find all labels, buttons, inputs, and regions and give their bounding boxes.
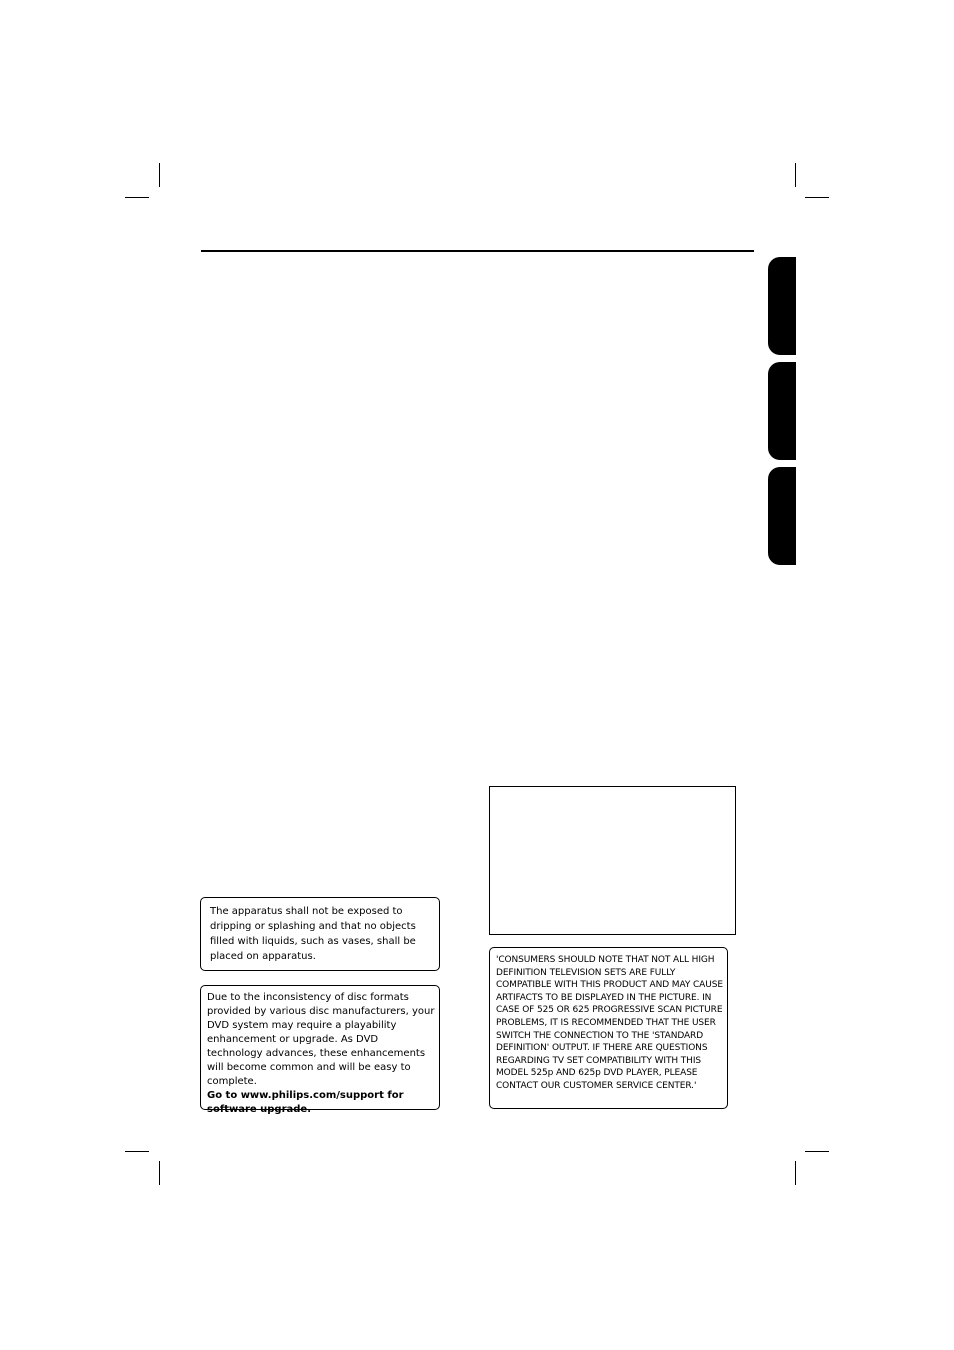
crop-mark-bottom-left-vertical xyxy=(159,1161,160,1185)
side-tab-1 xyxy=(768,257,796,355)
crop-mark-top-right-vertical xyxy=(795,163,796,187)
side-tab-3 xyxy=(768,467,796,565)
crop-mark-bottom-left-horizontal xyxy=(125,1151,149,1152)
crop-mark-bottom-right-horizontal xyxy=(805,1151,829,1152)
crop-mark-top-left-vertical xyxy=(159,163,160,187)
hdtv-notice-text: 'CONSUMERS SHOULD NOTE THAT NOT ALL HIGH DEFINITION TELEVISION SETS ARE FULLY COMPATIBLE WITH THIS PRODUCT AND MAY CAUSE ARTIFACTS TO BE DISPLAYED IN THE PICTURE. IN CASE OF 525 OR 625 PROGRESSIVE SCAN PICTURE PROBLEMS, IT IS RECOMMENDED THAT THE USER SWITCH THE CONNECTION TO THE 'STANDARD DEFINITION' OUTPUT. IF THERE ARE QUESTIONS REGARDING TV SET COMPATIBILITY WITH THIS MODEL 525p AND 625p DVD PLAYER, PLEASE CONTACT OUR CUSTOMER SERVICE CENTER.' xyxy=(496,955,723,1091)
upgrade-notice-box xyxy=(200,985,440,1115)
crop-mark-top-left-horizontal xyxy=(125,197,149,198)
upgrade-notice-link-text: Go to www.philips.com/support for software upgrade. xyxy=(207,1090,404,1115)
dripping-notice-text: The apparatus shall not be exposed to dripping or splashing and that no objects filled with liquids, such as vases, shall be placed on apparatus. xyxy=(210,906,416,962)
header-rule xyxy=(201,250,754,252)
crop-mark-bottom-right-vertical xyxy=(795,1161,796,1185)
blank-frame-box xyxy=(489,786,736,935)
dripping-notice-box xyxy=(200,897,440,971)
side-tab-2 xyxy=(768,362,796,460)
upgrade-notice-text: Due to the inconsistency of disc formats provided by various disc manufacturers, your DVD system may require a playability enhancement or upgrade. As DVD technology advances, these enhancements will become common and will be easy to complete. xyxy=(207,992,435,1087)
crop-mark-top-right-horizontal xyxy=(805,197,829,198)
hdtv-notice-box xyxy=(489,947,728,1109)
